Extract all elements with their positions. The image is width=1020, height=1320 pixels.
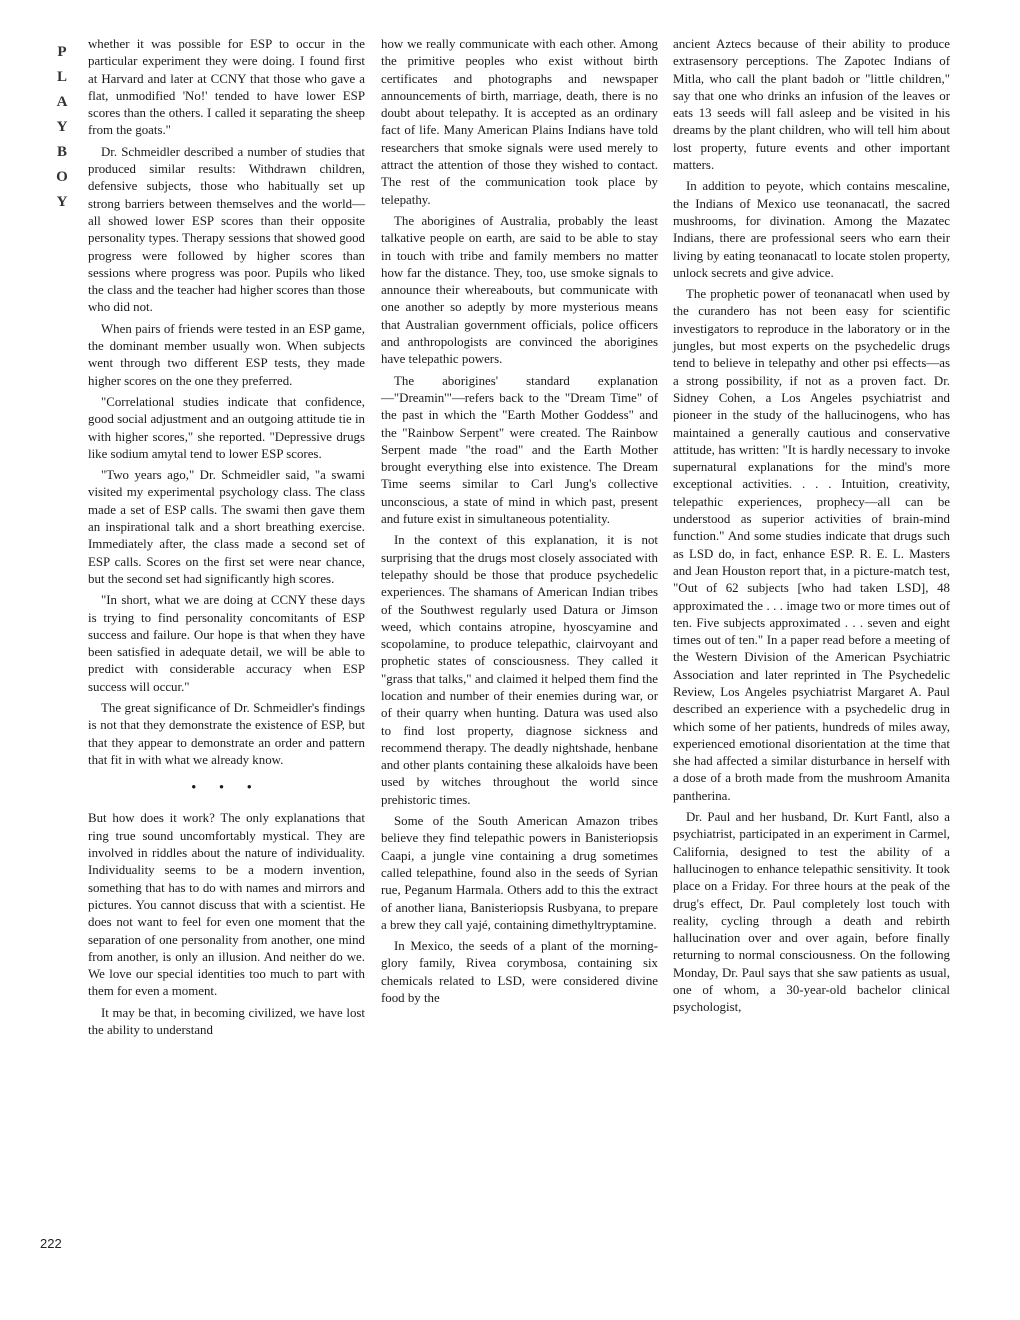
text-column-1 [88, 36, 365, 1043]
magazine-letter: B [56, 144, 67, 160]
magazine-letter: Y [56, 194, 68, 210]
paragraph: how we really communicate with each other. Among the primitive peoples who exist without birth certificates and photographs and newspaper announcements of birth, marriage, death, there is no doubt about telepathy. It is accepted as an ordinary fact of life. Many American Plains Indians have told researchers that smoke signals were used merely to attract the attention of those they wished to contact. The rest of the communication took place by telepathy. [381, 37, 658, 207]
section-separator: • • • [191, 780, 262, 795]
paragraph: The aborigines' standard explanation —"Dreamin'"—refers back to the "Dream Time" of the past in which the "Earth Mother Goddess" and the "Rainbow Serpent" were created. The Rainbow Serpent made "the road" and the Earth Mother brought everything else into existence. The Dream Time seems similar to Carl Jung's collective unconscious, a state of mind in which past, present and future exist in simultaneous potentiality. [381, 373, 658, 527]
paragraph: In the context of this explanation, it is not surprising that the drugs most closely associated with telepathy should be those that produce psychedelic experiences. The shamans of American Indian tribes of the Southwest regularly used Datura or Jimson weed, which contains atropine, hyoscyamine and scopolamine, to produce telepathic, clairvoyant and prophetic states of consciousness. They called it "grass that talks," and claimed it helped them find the location and number of their enemies during war, or of their quarry when hunting. Datura was used also to find lost property, diagnose sickness and recommend therapy. The deadly nightshade, henbane and other plants containing these alkaloids have been used by witches throughout the world since prehistoric times. [381, 533, 658, 807]
paragraph: But how does it work? The only explanations that ring true sound uncomfortably mystical. They are involved in riddles about the nature of individuality. Individuality seems to be a modern invention, something that has to do with names and mirrors and pictures. You cannot discuss that with a scientist. He does not want to feel for even one moment that the separation of one personality from another, one mind from another, is only an illusion. And neither do we. We love our special identities too much to part with them for even a moment. [88, 811, 365, 999]
paragraph: In Mexico, the seeds of a plant of the morning-glory family, Rivea corymbosa, containing six chemicals related to LSD, were considered divine food by the [381, 939, 658, 1006]
paragraph: In addition to peyote, which contains mescaline, the Indians of Mexico use teonanacatl, the sacred mushrooms, for divination. Among the Mazatec Indians, there are professional seers who earn their living by eating teonanacatl to locate stolen property, unlock secrets and give advice. [673, 179, 950, 280]
paragraph: "In short, what we are doing at CCNY these days is trying to find personality concomitants of ESP success and failure. Our hope is that when they have been satisfied in adequate detail, we will be able to predict with considerable accuracy when ESP success will occur." [88, 593, 365, 694]
paragraph: The prophetic power of teonanacatl when used by the curandero has not been easy for scientific investigators to reproduce in the laboratory or in the jungles, but most experts on the psychedelic drugs tend to believe in telepathy and other psi effects—as a strong possibility, if not as a proven fact. Dr. Sidney Cohen, a Los Angeles psychiatrist and pioneer in the study of the hallucinogens, who has maintained a generally cautious and conservative attitude, has written: "It is hardly necessary to invoke supernatural explanations for the mind's more exceptional activities. . . . Intuition, creativity, telepathic experiences, prophecy—all can be understood as superior activities of brain-mind function." And some studies indicate that drugs such as LSD do, in fact, enhance ESP. R. E. L. Masters and Jean Houston report that, in a picture-match test, "Out of 62 subjects [who had taken LSD], 48 approximated the . . . image two or more times out of ten. Five subjects approximated . . . seven and eight times out of ten." In a paper read before a meeting of the Western Division of the American Psychiatric Association and later reprinted in The Psychedelic Review, Los Angeles psychiatrist Margaret A. Paul described an experience with a psychedelic drug in which some of her patients, hundreds of miles away, experienced emotional disorientation at the time that she had affected a similar disturbance in herself with a dose of a broth made from the mushroom Amanita pantherina. [673, 287, 950, 803]
paragraph: Dr. Paul and her husband, Dr. Kurt Fantl, also a psychiatrist, participated in an experiment in Carmel, California, designed to test the ability of a hallucinogen to enhance telepathic sensitivity. It took place on a Friday. For three hours at the peak of the drug's effect, Dr. Paul completely lost touch with reality, cycling through a death and rebirth hallucination over and over again, before finally returning to normal consciousness. On the following Monday, Dr. Paul says that she saw patients as usual, one of whom, a 30-year-old bachelor clinical psychologist, [673, 810, 950, 1015]
text-column-3 [673, 36, 950, 1021]
magazine-name-vertical [52, 40, 72, 215]
paragraph: "Correlational studies indicate that confidence, good social adjustment and an outgoing attitude tie in with higher scores," she reported. "Depressive drugs like sodium amytal tend to lower ESP scores. [88, 394, 365, 461]
paragraph: The great significance of Dr. Schmeidler's findings is not that they demonstrate the existence of ESP, but that they appear to demonstrate an order and pattern that fit in with what we already know. [88, 700, 365, 767]
magazine-letter: P [57, 44, 67, 60]
paragraph: ancient Aztecs because of their ability to produce extrasensory perceptions. The Zapotec Indians of Mitla, who call the plant badoh or "little children," say that one who drinks an infusion of the leaves or eats 13 seeds will fall asleep and be visited in his dreams by the plant children, who will tell him about lost property, future events and other important matters. [673, 37, 950, 173]
paragraph: The aborigines of Australia, probably the least talkative people on earth, are said to be able to stay in touch with tribe and family members no matter how far the distance. They, too, use smoke signals to announce their whereabouts, but communicate with one another so adeptly by more mysterious means that Australian government officials, police officers and anthropologists are convinced the aborigines have telepathic powers. [381, 213, 658, 367]
page-number: 222 [40, 1236, 62, 1251]
magazine-letter: O [56, 169, 68, 185]
magazine-letter: L [56, 69, 67, 85]
paragraph: It may be that, in becoming civilized, we have lost the ability to understand [88, 1005, 365, 1038]
paragraph: "Two years ago," Dr. Schmeidler said, "a swami visited my experimental psychology class. The class made a set of ESP calls. The swami then gave them an inspirational talk and a short breathing exercise. Immediately after, the class made a second set of ESP calls. Scores on the first set were near chance, but the second set had significantly high scores. [88, 468, 365, 586]
paragraph: Some of the South American Amazon tribes believe they find telepathic powers in Banisteriopsis Caapi, a jungle vine containing a drug sometimes called telepathine, found also in the seeds of Syrian rue, Peganum Harmala. Others add to this the extract of another liana, Banisteriopsis Rusbyana, to prepare a brew they call yajé, containing dimethyltryptamine. [381, 814, 658, 932]
magazine-letter: Y [56, 119, 68, 135]
text-column-2 [381, 36, 658, 1011]
paragraph: whether it was possible for ESP to occur in the particular experiment they were doing. I found first at Harvard and later at CCNY that those who gave a flat, unmodified 'No!' tended to have lower ESP scores than the others. I called it separating the sheep from the goats." [88, 37, 365, 138]
paragraph: When pairs of friends were tested in an ESP game, the dominant member usually won. When subjects went through two different ESP tests, they made higher scores on the one they preferred. [88, 321, 365, 388]
magazine-letter: A [56, 94, 68, 110]
paragraph: Dr. Schmeidler described a number of studies that produced similar results: Withdrawn children, defensive subjects, those who habitually set up strong barriers between themselves and the world—all showed lower ESP scores than their opposite personality types. Therapy sessions that showed good progress were followed by higher scores than sessions where progress was poor. Pupils who liked the class and the teacher had higher scores than those who did not. [88, 144, 365, 315]
